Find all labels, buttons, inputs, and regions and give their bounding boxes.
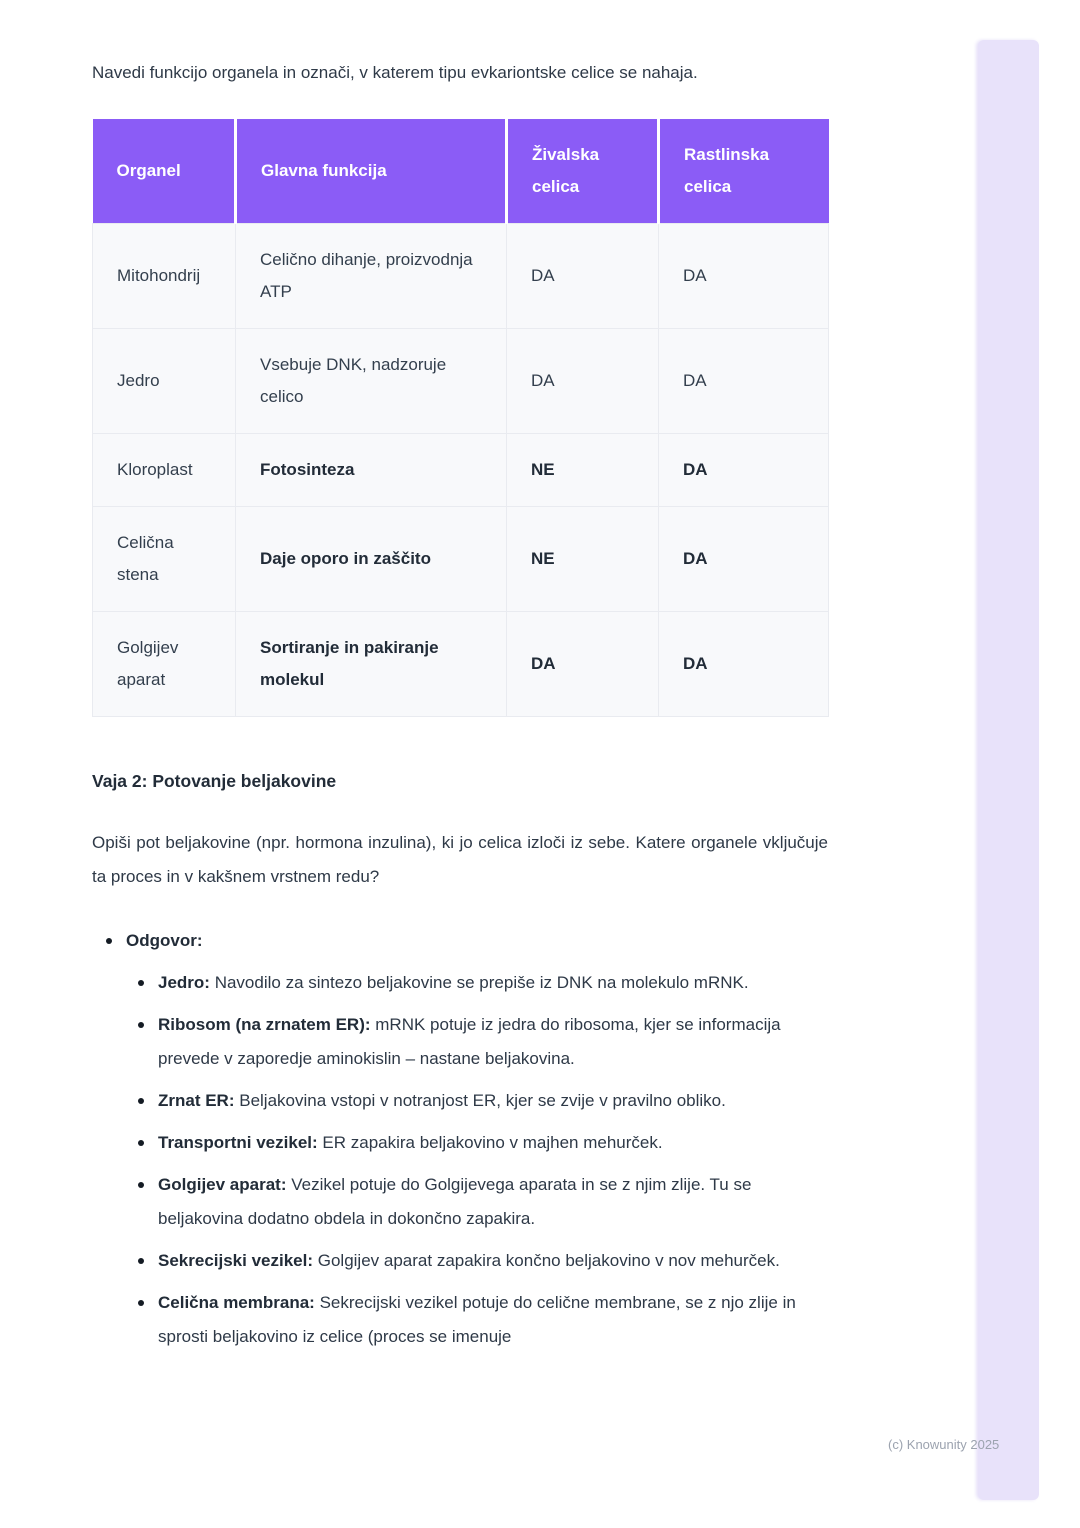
cell-zivalska: NE [507,507,659,612]
list-item-term: Transportni vezikel: [158,1133,318,1152]
answer-label-item: Odgovor: [105,924,828,958]
cell-funkcija: Celično dihanje, proizvodnja ATP [236,224,507,329]
list-item-text: Golgijev aparat zapakira končno beljakovino v nov mehurček. [317,1251,780,1270]
list-item-term: Jedro: [158,973,210,992]
list-item-term: Celična membrana: [158,1293,315,1312]
list-item [137,1126,828,1160]
cell-funkcija: Fotosinteza [236,434,507,507]
list-item-text: Sekrecijski vezikel potuje do celične membrane, se z njo zlije in sprosti beljakovino iz celice (proces se imenuje [158,1293,796,1346]
list-item-text: Beljakovina vstopi v notranjost ER, kjer se zvije v pravilno obliko. [239,1091,726,1110]
list-item-text: Vezikel potuje do Golgijevega aparata in se z njim zlije. Tu se beljakovina dodatno obdela in dokončno zapakira. [158,1175,752,1228]
list-item-text: mRNK potuje iz jedra do ribosoma, kjer se informacija prevede v zaporedje aminokislin – nastane beljakovina. [158,1015,781,1068]
table-row [93,434,829,507]
page-edge-decoration [978,40,1039,1500]
list-item [137,966,828,1000]
document-content [92,0,828,1362]
footer-credit: (c) Knowunity 2025 [888,1437,1000,1452]
cell-rastlinska: DA [659,434,829,507]
list-item-text: ER zapakira beljakovino v majhen mehurček. [322,1133,663,1152]
cell-rastlinska: DA [659,329,829,434]
cell-organel: Kloroplast [93,434,236,507]
table-header-rastlinska: Rastlinska celica [659,119,829,224]
table-row [93,224,829,329]
cell-organel: Celična stena [93,507,236,612]
cell-organel: Mitohondrij [93,224,236,329]
table-header-row [93,119,829,224]
cell-rastlinska: DA [659,507,829,612]
table-header-funkcija: Glavna funkcija [236,119,507,224]
list-item [137,1008,828,1076]
list-item-text: Navodilo za sintezo beljakovine se prepiše iz DNK na molekulo mRNK. [214,973,749,992]
organelle-table [92,119,829,717]
cell-zivalska: DA [507,224,659,329]
intro-paragraph: Navedi funkcijo organela in označi, v katerem tipu evkariontske celice se nahaja. [92,63,698,82]
list-item-term: Zrnat ER: [158,1091,235,1110]
cell-funkcija: Daje oporo in zaščito [236,507,507,612]
cell-organel: Jedro [93,329,236,434]
cell-funkcija: Sortiranje in pakiranje molekul [236,612,507,717]
cell-rastlinska: DA [659,224,829,329]
cell-zivalska: DA [507,612,659,717]
table-row [93,329,829,434]
list-item [137,1286,828,1354]
cell-funkcija: Vsebuje DNK, nadzoruje celico [236,329,507,434]
cell-rastlinska: DA [659,612,829,717]
list-item [137,1244,828,1278]
table-row [93,612,829,717]
list-item [137,1168,828,1236]
table-header-organel: Organel [93,119,236,224]
cell-zivalska: NE [507,434,659,507]
table-header-zivalska: Živalska celica [507,119,659,224]
question-paragraph: Opiši pot beljakovine (npr. hormona inzulina), ki jo celica izloči iz sebe. Katere organele vključuje ta proces in v kakšnem vrstnem redu? [92,833,828,886]
list-item-term: Sekrecijski vezikel: [158,1251,314,1270]
cell-organel: Golgijev aparat [93,612,236,717]
list-item [137,1084,828,1118]
cell-zivalska: DA [507,329,659,434]
answer-list [92,924,828,1354]
list-item-term: Golgijev aparat: [158,1175,287,1194]
section-heading: Vaja 2: Potovanje beljakovine [92,771,337,791]
list-item-term: Ribosom (na zrnatem ER): [158,1015,371,1034]
table-row [93,507,829,612]
